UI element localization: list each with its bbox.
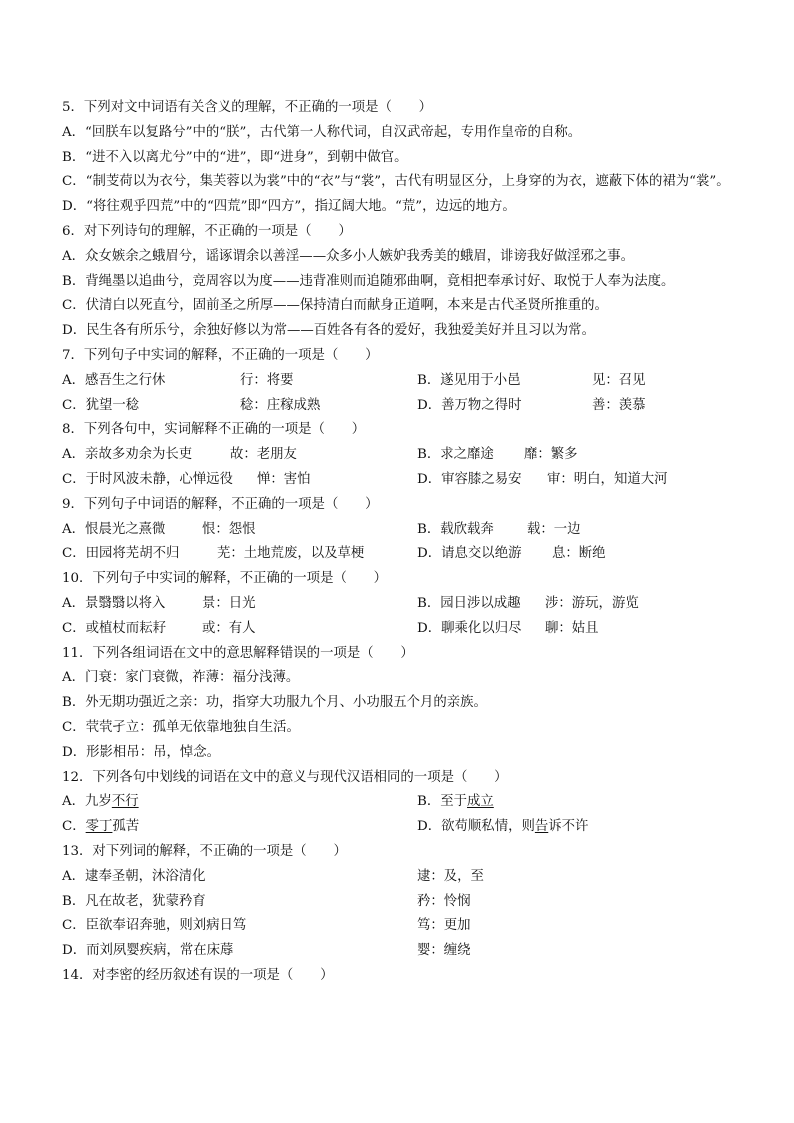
q7-option-b-explanation: 见：召见 xyxy=(592,372,646,388)
q12-option-d xyxy=(417,815,588,840)
q10-row-2 xyxy=(62,617,732,642)
q9-option-d: D．请息交以绝游 xyxy=(417,546,522,562)
q12-option-b xyxy=(417,790,494,815)
q12-option-a-underlined: 不行 xyxy=(111,794,139,810)
q10-option-c-explanation: 或：有人 xyxy=(202,620,256,636)
q11-option-d: D．形影相吊：吊，悼念。 xyxy=(62,744,221,760)
q12-option-a-prefix: A．九岁 xyxy=(62,794,112,810)
q12-option-c xyxy=(62,815,139,840)
q7-option-c-explanation: 稔：庄稼成熟 xyxy=(240,397,321,413)
q12-option-c-underlined: 零丁 xyxy=(85,819,113,835)
q9-row-2 xyxy=(62,542,732,567)
q10-option-b: B．园日涉以成趣 xyxy=(417,595,521,611)
q9-option-d-explanation: 息：断绝 xyxy=(552,546,606,562)
q9-option-a: A．恨晨光之熹微 xyxy=(62,521,166,537)
q8-option-c-explanation: 惮：害怕 xyxy=(257,471,311,487)
q9-option-a-explanation: 恨：怨恨 xyxy=(202,521,256,537)
q8-option-b: B．求之靡途 xyxy=(417,447,494,463)
q7-option-d-explanation: 善：羡慕 xyxy=(592,397,646,413)
q5-option-d: D．“将往观乎四荒”中的“四荒”即“四方”，指辽阔大地。“荒”，边远的地方。 xyxy=(62,199,516,215)
q13-option-b: B．凡在故老，犹蒙矜育 xyxy=(62,893,206,909)
q12-option-d-underlined: 告 xyxy=(534,819,549,835)
q9-stem: 9．下列句子中词语的解释，不正确的一项是（ ） xyxy=(62,496,379,512)
q13-option-a: A．逮奉圣朝，沐浴清化 xyxy=(62,868,206,884)
q9-row-1 xyxy=(62,518,732,543)
q6-option-c: C．伏清白以死直兮，固前圣之所厚——保持清白而献身正道啊，本来是古代圣贤所推重的。 xyxy=(62,298,608,314)
q13-row-a xyxy=(62,865,732,890)
q8-stem: 8．下列各句中，实词解释不正确的一项是（ ） xyxy=(62,422,366,438)
q6-option-b: B．背绳墨以追曲兮，竞周容以为度——违背准则而追随邪曲啊，竟相把奉承讨好、取悦于人奉为法度。 xyxy=(62,273,675,289)
q13-row-d xyxy=(62,939,732,964)
q9-option-c-explanation: 芜：土地荒废，以及草梗 xyxy=(217,546,365,562)
q12-row-1 xyxy=(62,790,732,815)
q13-row-b xyxy=(62,890,732,915)
q13-option-c: C．臣欲奉诏奔驰，则刘病日笃 xyxy=(62,918,247,934)
q7-row-2 xyxy=(62,394,732,419)
q6-option-a: A．众女嫉余之蛾眉兮，谣诼谓余以善淫——众多小人嫉妒我秀美的蛾眉，诽谤我好做淫邪之事。 xyxy=(62,248,635,264)
q10-option-a-explanation: 景：日光 xyxy=(202,595,256,611)
q10-option-d: D．聊乘化以归尽 xyxy=(417,620,522,636)
q9-option-c: C．田园将芜胡不归 xyxy=(62,546,180,562)
q10-stem: 10．下列句子中实词的解释，不正确的一项是（ ） xyxy=(62,571,388,587)
q10-option-d-explanation: 聊：姑且 xyxy=(545,620,599,636)
q7-row-1 xyxy=(62,369,732,394)
q10-option-a: A．景翳翳以将入 xyxy=(62,595,166,611)
q7-option-d: D．善万物之得时 xyxy=(417,397,522,413)
q7-option-c: C．犹望一稔 xyxy=(62,397,140,413)
q11-option-c: C．茕茕孑立：孤单无依靠地独自生活。 xyxy=(62,719,300,735)
q8-option-a-explanation: 故：老朋友 xyxy=(230,447,297,463)
q8-option-c: C．于时风波未静，心惮远役 xyxy=(62,471,233,487)
q13-option-c-explanation: 笃：更加 xyxy=(417,918,471,934)
q12-option-d-prefix: D．欲苟顺私情，则 xyxy=(417,819,535,835)
q10-option-b-explanation: 涉：游玩，游览 xyxy=(545,595,639,611)
q9-option-b: B．载欣载奔 xyxy=(417,521,494,537)
q12-stem: 12．下列各句中划线的词语在文中的意义与现代汉语相同的一项是（ ） xyxy=(62,769,508,785)
q8-row-1 xyxy=(62,443,732,468)
q13-stem: 13．对下列词的解释，不正确的一项是（ ） xyxy=(62,843,347,859)
q12-option-b-underlined: 成立 xyxy=(467,794,494,810)
q5-option-a: A．“回朕车以复路兮”中的“朕”，古代第一人称代词，自汉武帝起，专用作皇帝的自称。 xyxy=(62,124,582,140)
q13-option-b-explanation: 矜：怜悯 xyxy=(417,893,471,909)
q13-row-c xyxy=(62,914,732,939)
q12-option-c-suffix: 孤苦 xyxy=(112,819,140,835)
q5-option-b: B．“进不入以离尤兮”中的“进”，即“进身”，到朝中做官。 xyxy=(62,149,408,165)
q13-option-d: D．而刘夙婴疾病，常在床蓐 xyxy=(62,943,234,959)
q8-row-2 xyxy=(62,468,732,493)
q10-option-c: C．或植杖而耘耔 xyxy=(62,620,166,636)
question-sheet xyxy=(62,96,732,989)
q7-option-a: A．感吾生之行休 xyxy=(62,372,166,388)
q10-row-1 xyxy=(62,592,732,617)
q11-option-a: A．门衰：家门衰微，祚薄：福分浅薄。 xyxy=(62,670,300,686)
q12-option-c-prefix: C． xyxy=(62,819,86,835)
q14-stem: 14．对李密的经历叙述有误的一项是（ ） xyxy=(62,967,334,983)
q8-option-d: D．审容膝之易安 xyxy=(417,471,522,487)
q13-option-d-explanation: 婴：缠绕 xyxy=(417,943,471,959)
q6-option-d: D．民生各有所乐兮，余独好修以为常——百姓各有各的爱好，我独爱美好并且习以为常。 xyxy=(62,323,595,339)
q6-stem: 6．对下列诗句的理解，不正确的一项是（ ） xyxy=(62,223,352,239)
q7-option-b: B．遂见用于小邑 xyxy=(417,372,521,388)
q9-option-b-explanation: 载：一边 xyxy=(527,521,581,537)
q12-option-b-prefix: B．至于 xyxy=(417,794,468,810)
q5-stem: 5．下列对文中词语有关含义的理解，不正确的一项是（ ） xyxy=(62,100,433,115)
q11-stem: 11．下列各组词语在文中的意思解释错误的一项是（ ） xyxy=(62,645,414,661)
q8-option-d-explanation: 审：明白，知道大河 xyxy=(547,471,668,487)
q5-option-c: C．“制芰荷以为衣兮，集芙蓉以为裳”中的“衣”与“裳”，古代有明显区分，上身穿的为衣，遮蔽下体的裙为“裳”。 xyxy=(62,174,730,190)
q11-option-b: B．外无期功强近之亲：功，指穿大功服九个月、小功服五个月的亲族。 xyxy=(62,695,487,711)
q8-option-a: A．亲故多劝余为长吏 xyxy=(62,447,193,463)
q7-option-a-explanation: 行：将要 xyxy=(240,372,294,388)
q12-option-d-suffix: 诉不许 xyxy=(548,819,589,835)
q13-option-a-explanation: 逮：及，至 xyxy=(417,868,484,884)
q12-option-a xyxy=(62,790,139,815)
q8-option-b-explanation: 靡：繁多 xyxy=(524,447,578,463)
q12-row-2 xyxy=(62,815,732,840)
q7-stem: 7．下列句子中实词的解释，不正确的一项是（ ） xyxy=(62,347,379,363)
